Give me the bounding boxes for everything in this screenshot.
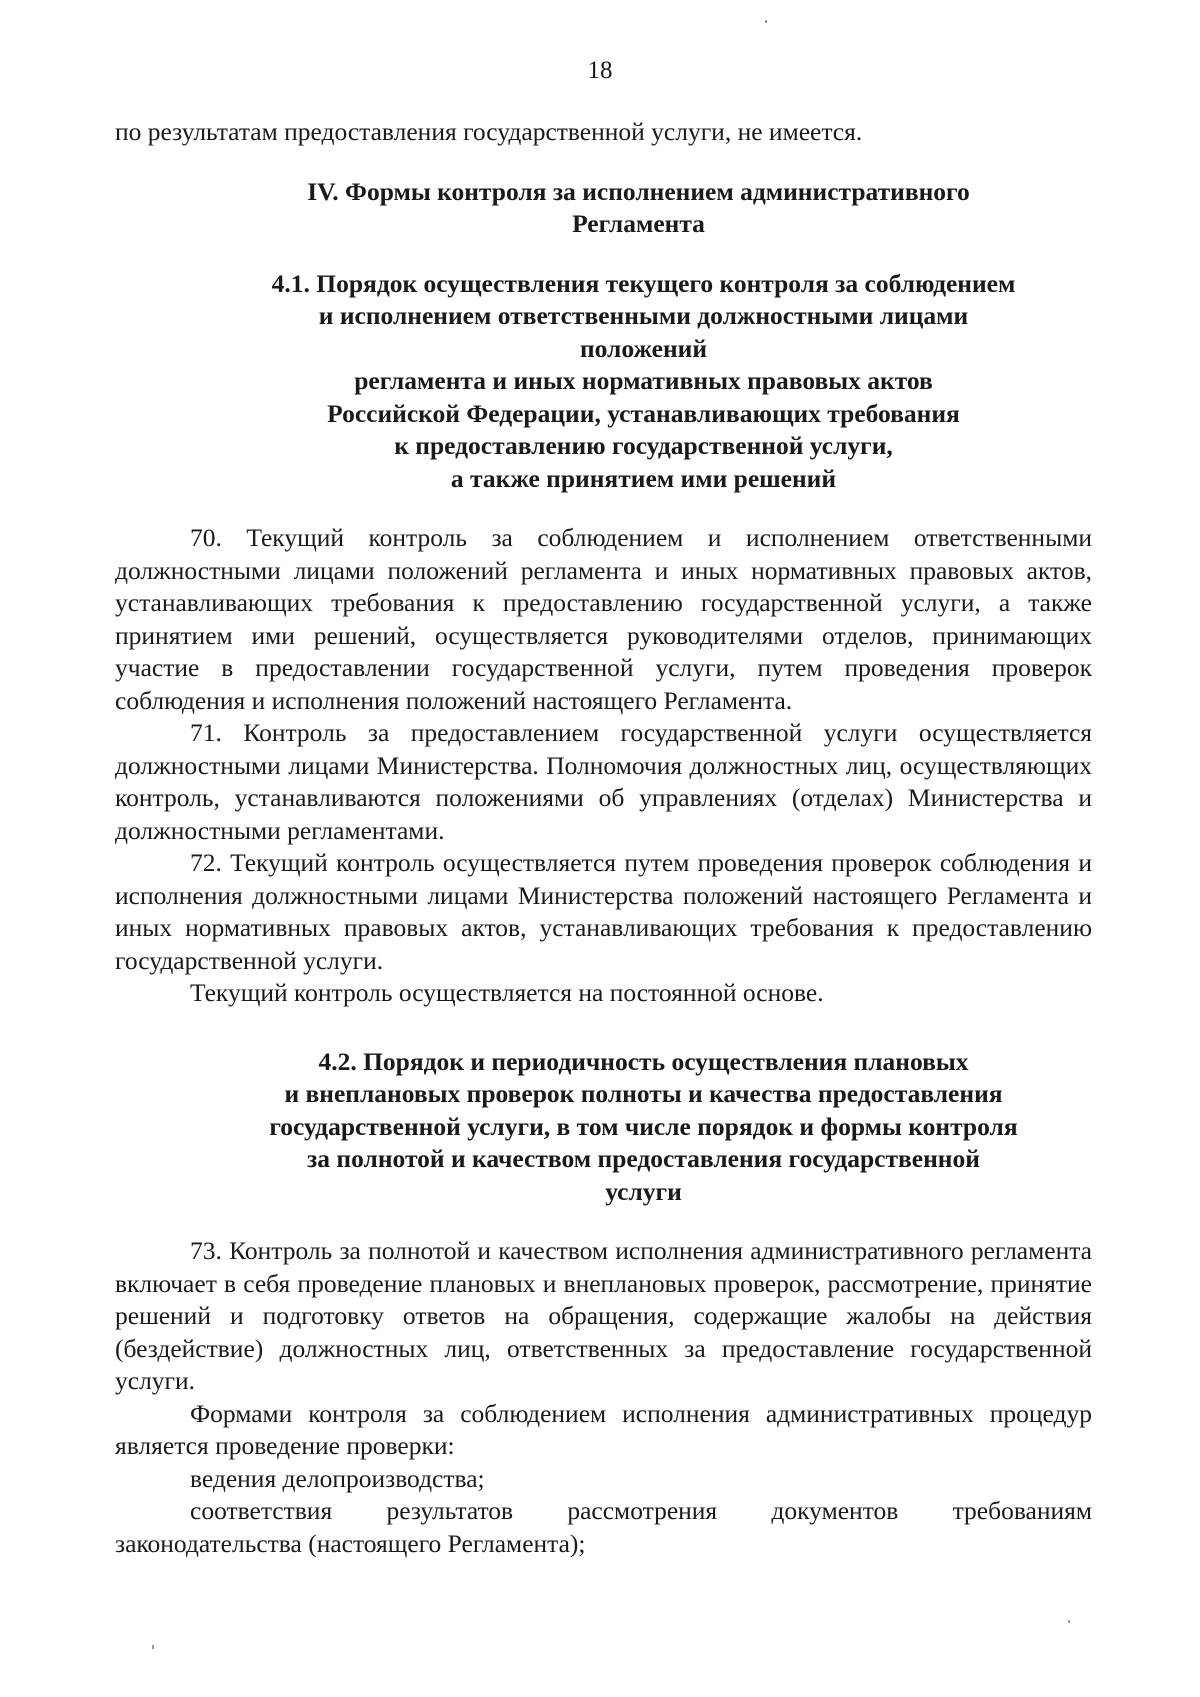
spacer <box>115 495 1092 522</box>
subsection-2-heading <box>115 1046 1092 1209</box>
paragraph-73: 73. Контроль за полнотой и качеством исполнения административного регламента включает в себя проведение плановых и внеплановых проверок, рассмотрение, принятие решений и подготовку ответов на обращения, содержащие жалобы на действия (бездействие) должностных лиц, ответственных за предоставление государственной услуги. <box>115 1236 1092 1395</box>
paragraph-71: 71. Контроль за предоставлением государственной услуги осуществляется должностными лицами Министерства. Полномочия должностных лиц, осуществляющих контроль, устанавливаются положениями об управлениях (отделах) Министерства и должностными регламентами. <box>115 718 1092 845</box>
scan-mark-bottom-right <box>1068 1620 1070 1623</box>
section-heading <box>115 176 1092 241</box>
scan-mark-top <box>765 20 767 23</box>
subsection-1-heading-line: Российской Федерации, устанавливающих требования <box>327 398 960 428</box>
subsection-1-heading-line: а также принятием ими решений <box>450 463 837 493</box>
intro-line: по результатам предоставления государственной услуги, не имеется. <box>115 117 863 146</box>
subsection-2-heading-line: за полнотой и качеством предоставления государственной <box>307 1144 980 1173</box>
paragraph-control-forms: Формами контроля за соблюдением исполнения административных процедур является проведение проверки: <box>115 1398 1092 1460</box>
subsection-1-heading-line: к предоставлению государственной услуги, <box>394 431 893 460</box>
subsection-2-heading-line: 4.2. Порядок и периодичность осуществления плановых <box>318 1046 969 1076</box>
document-body <box>115 116 1092 1560</box>
subsection-1-heading-line: регламента и иных нормативных правовых актов <box>354 366 933 395</box>
list-item-record-keeping: ведения делопроизводства; <box>190 1463 485 1493</box>
page-number: 18 <box>587 57 613 84</box>
paragraph-70: 70. Текущий контроль за соблюдением и исполнением ответственными должностными лицами положений регламента и иных нормативных правовых актов, устанавливающих требования к предоставлению государственной услуги, а также принятием ими решений, осуществляется руководителями отделов, принимающих участие в предоставлении государственной услуги, путем проведения проверок соблюдения и исполнения положений настоящего Регламента. <box>115 523 1092 715</box>
paragraph-72: 72. Текущий контроль осуществляется путем проведения проверок соблюдения и исполнения должностными лицами Министерства положений настоящего Регламента и иных нормативных правовых актов, устанавливающих требования к предоставлению государственной услуги. <box>115 848 1092 975</box>
subsection-1-heading-line: и исполнением ответственными должностными лицами положений <box>318 301 969 363</box>
scan-mark-bottom-left <box>152 1645 154 1649</box>
subsection-1-heading-line: 4.1. Порядок осуществления текущего контроля за соблюдением <box>271 268 1016 298</box>
paragraph-continuous-control: Текущий контроль осуществляется на постоянной основе. <box>190 978 824 1007</box>
section-heading-line: IV. Формы контроля за исполнением административного <box>307 176 970 206</box>
list-item-compliance: соответствия результатов рассмотрения документов требованиям законодательства (настоящего Регламента); <box>115 1496 1092 1558</box>
subsection-2-heading-line: и внеплановых проверок полноты и качества предоставления <box>284 1079 1003 1108</box>
spacer <box>115 1208 1092 1235</box>
subsection-1-heading <box>115 268 1092 496</box>
section-heading-line: Регламента <box>572 209 705 238</box>
subsection-2-heading-line: государственной услуги, в том числе порядок и формы контроля <box>269 1111 1018 1141</box>
subsection-2-heading-line: услуги <box>605 1176 682 1206</box>
